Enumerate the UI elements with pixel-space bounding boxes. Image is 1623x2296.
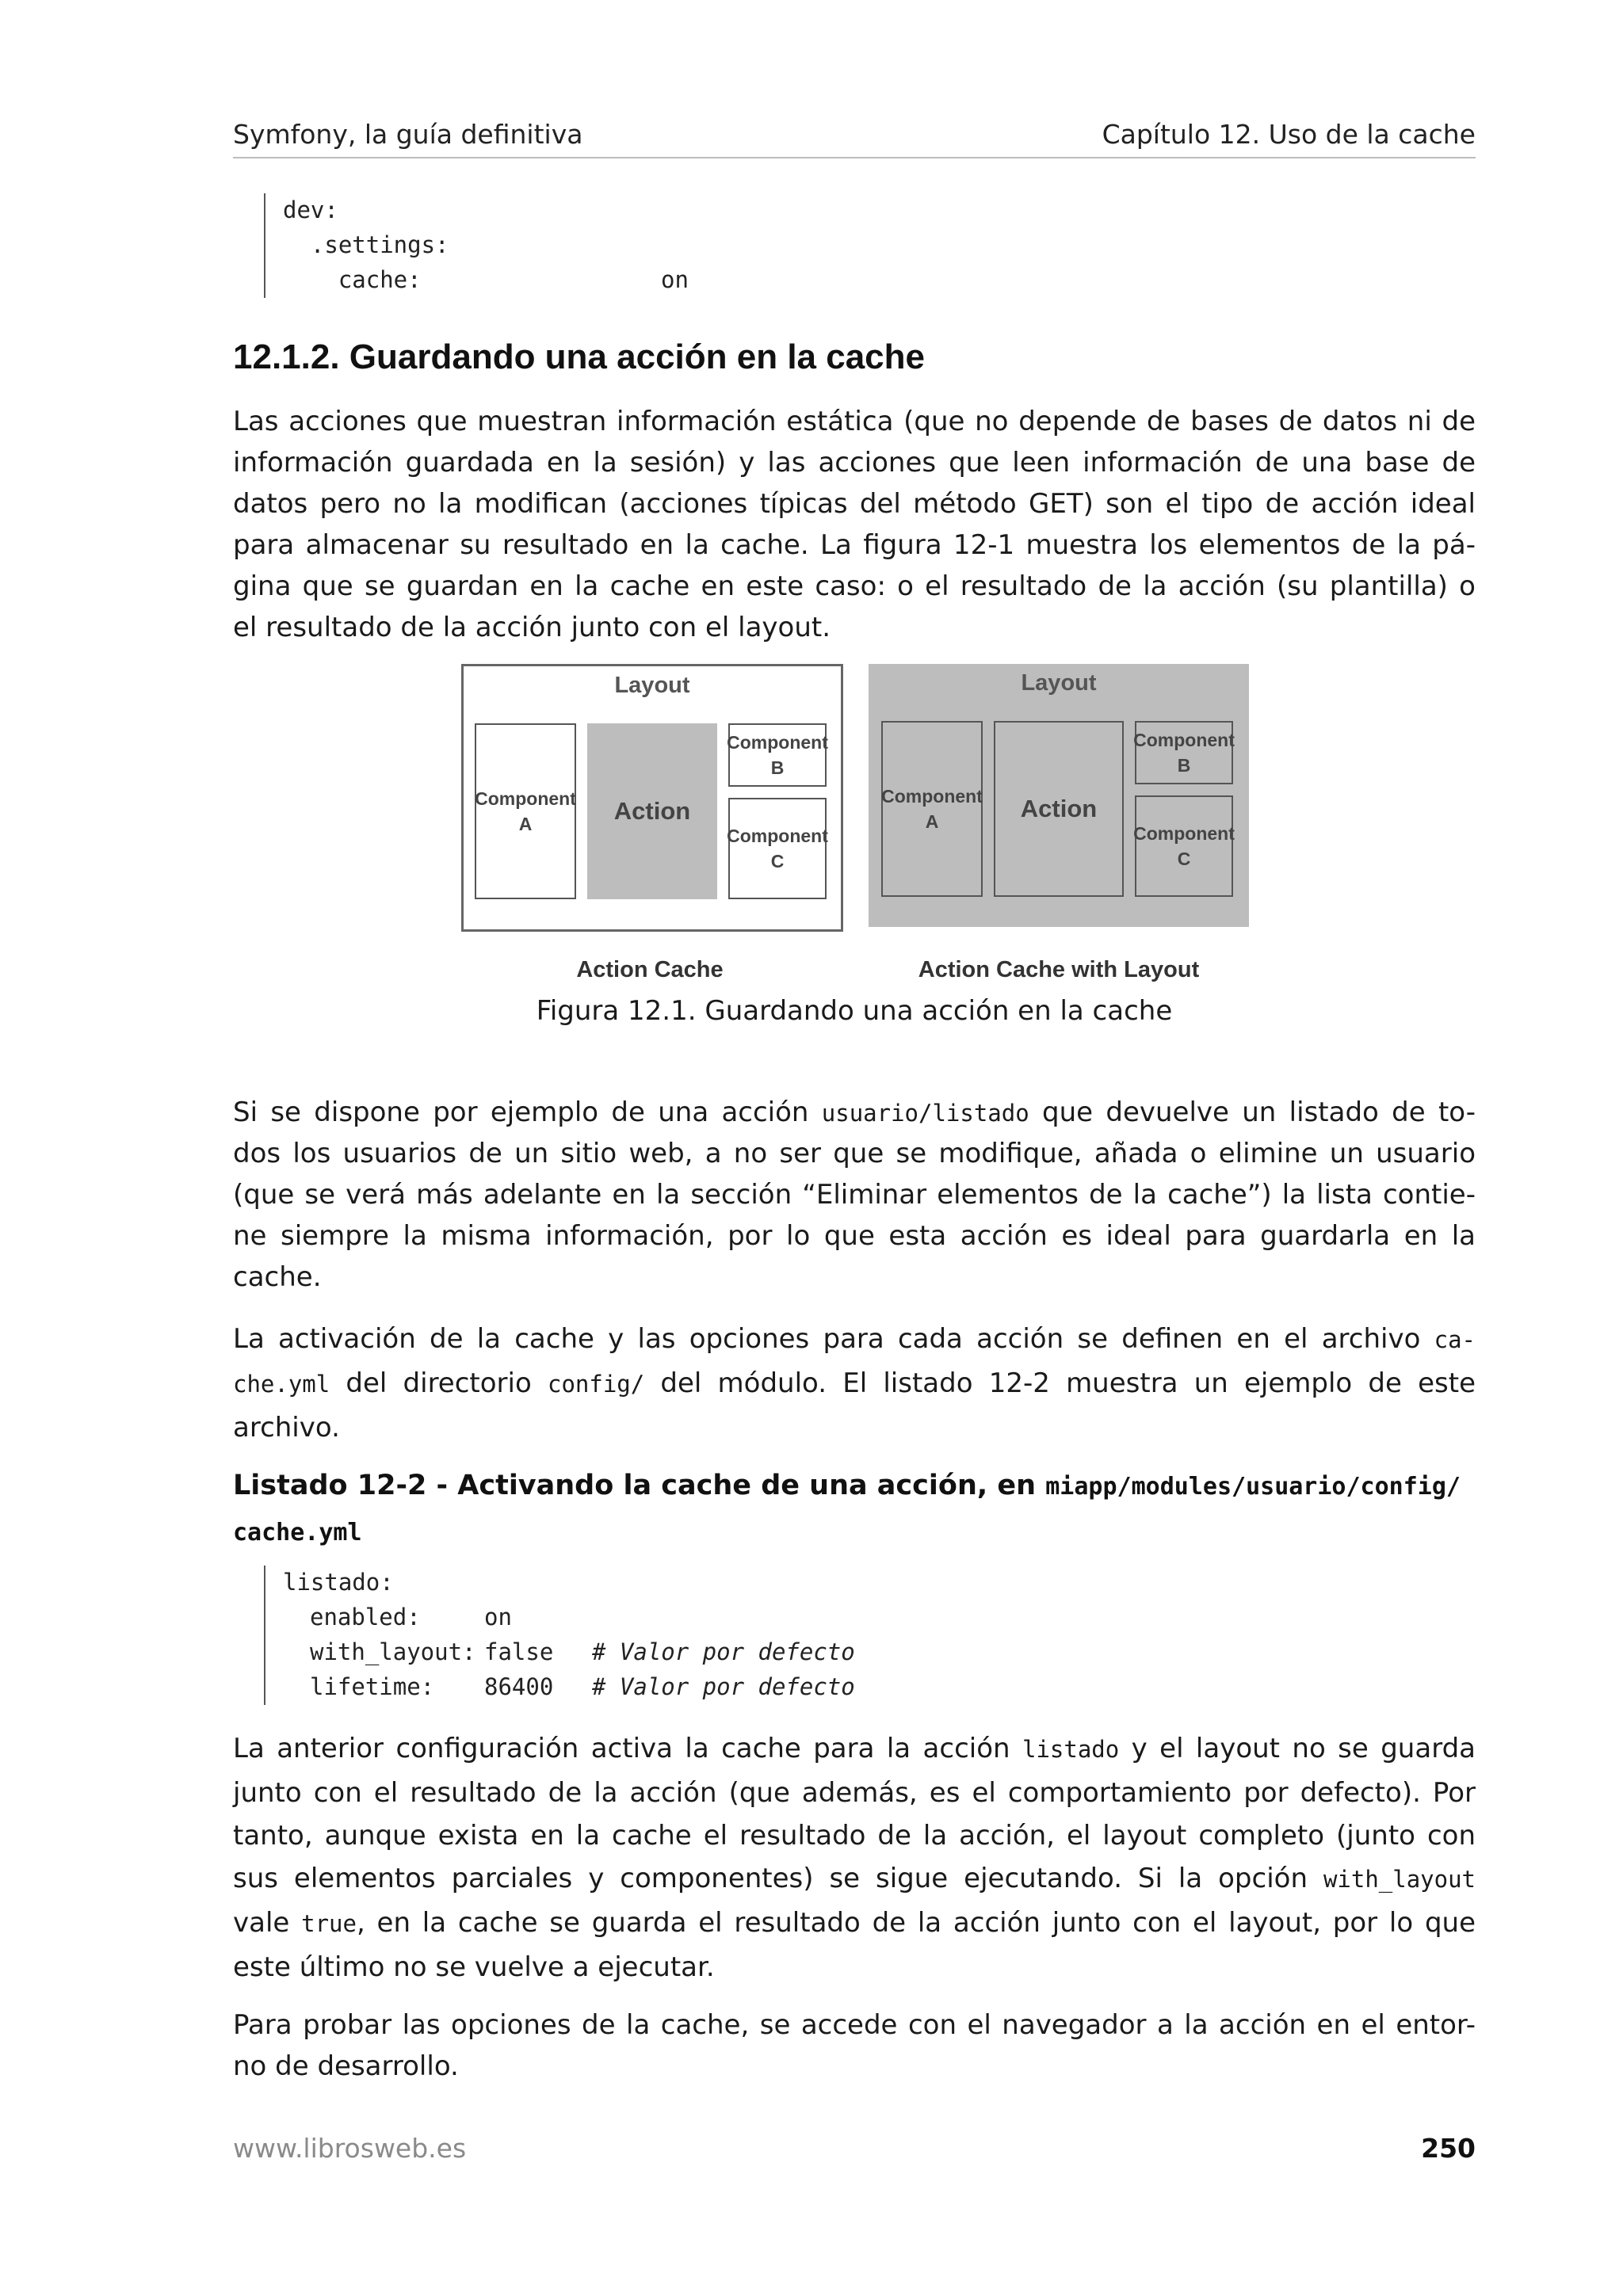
text-line: La anterior configuración activa la cache para la acción listado y el layout no se guarda [233,1733,1476,1764]
component-c-box: Component C [1135,795,1233,897]
inline-code: with_layout [1323,1866,1476,1893]
action-cache-with-layout-diagram [869,664,1249,927]
inline-code: che.yml [233,1371,330,1398]
text-line: Las acciones que muestran información estática (que no depende de bases de datos ni de [233,406,1476,437]
code-line: listado: [283,1569,394,1596]
text-line: ne siempre la misma información, por lo que esta acción es ideal para guardarla en la [233,1220,1476,1252]
component-a-box: Component A [881,721,983,897]
text-line: datos pero no la modifican (acciones típicas del método GET) son el tipo de acción ideal [233,488,1476,520]
section-heading: 12.1.2. Guardando una acción en la cache [233,338,925,376]
text-line: junto con el resultado de la acción (que además, es el comportamiento por defecto). Por [233,1777,1476,1809]
inline-code: true [301,1910,357,1937]
text-line: este último no se vuelve a ejecutar. [233,1951,715,1983]
paragraph-testing [233,2004,1476,2087]
inline-code: config/ [547,1371,645,1398]
text-line: no de desarrollo. [233,2050,459,2082]
code-block-settings [264,193,741,298]
inline-code: cache.yml [233,1519,362,1547]
code-comment: # Valor por defecto [592,1638,855,1665]
code-key: with_layout: [310,1638,476,1665]
chapter-title: Capítulo 12. Uso de la cache [1102,119,1476,150]
text-line: para almacenar su resultado en la cache. La figura 12-1 muestra los elementos de la pá- [233,529,1476,561]
text-line: archivo. [233,1412,340,1444]
text-line: tanto, aunque exista en la cache el resultado de la acción, el layout completo (junto con [233,1820,1476,1852]
inline-code: miapp/modules/usuario/config/ [1045,1473,1461,1501]
action-cache-label: Action Cache [576,957,724,982]
code-key: lifetime: [310,1673,435,1700]
text-line: La activación de la cache y las opciones para cada acción se definen en el archivo ca- [233,1323,1476,1355]
text-line: gina que se guardan en la cache en este caso: o el resultado de la acción (su plantilla) o [233,570,1476,602]
code-block-cache-yml [264,1566,899,1705]
text-line: che.yml del directorio config/ del módulo. El listado 12-2 muestra un ejemplo de este [233,1367,1476,1399]
inline-code: listado [1022,1736,1120,1763]
code-value: on [484,1604,512,1630]
text-line: cache. [233,1261,322,1293]
text-line: (que se verá más adelante en la sección “Eliminar elementos de la cache”) la lista contie- [233,1179,1476,1211]
listing-title: Listado 12-2 - Activando la cache de una acción, en miapp/modules/usuario/config/ cache.yml [233,1463,1476,1556]
action-box: Action [587,723,717,899]
code-value: false [484,1638,554,1665]
code-value: 86400 [484,1673,554,1700]
text-line: vale true, en la cache se guarda el resultado de la acción junto con el layout, por lo que [233,1907,1476,1939]
layout-label: Layout [1021,670,1097,696]
component-a-box: Component A [475,723,576,899]
text-line: el resultado de la acción junto con el layout. [233,612,831,643]
paragraph-explanation [233,1727,1476,1989]
inline-code: usuario/listado [821,1100,1029,1127]
action-cache-with-layout-label: Action Cache with Layout [918,957,1200,982]
code-key: enabled: [310,1604,421,1630]
paragraph-intro [233,401,1476,648]
component-b-box: Component B [728,723,827,787]
figure-caption: Figura 12.1. Guardando una acción en la cache [536,995,1173,1027]
component-c-box: Component C [728,798,827,899]
paragraph-activation [233,1317,1476,1450]
action-box: Action [994,721,1124,897]
book-title: Symfony, la guía definitiva [233,119,583,150]
code-value: on [661,266,689,293]
page-header [233,119,1476,158]
code-comment: # Valor por defecto [592,1673,855,1700]
component-b-box: Component B [1135,721,1233,784]
paragraph-example [233,1092,1476,1298]
footer-site: www.librosweb.es [233,2133,467,2164]
code-line: dev: [283,196,338,223]
code-line: .settings: [283,231,449,258]
page-number: 250 [1421,2133,1476,2164]
text-line: Para probar las opciones de la cache, se accede con el navegador a la acción en el entor- [233,2009,1476,2041]
text-line: sus elementos parciales y componentes) se sigue ejecutando. Si la opción with_layout [233,1863,1476,1894]
action-cache-diagram [461,664,843,932]
text-line: información guardada en la sesión) y las acciones que leen información de una base de [233,447,1476,479]
text-line: Si se dispone por ejemplo de una acción usuario/listado que devuelve un listado de to- [233,1097,1476,1128]
layout-label: Layout [614,673,690,698]
inline-code: ca- [1434,1326,1476,1353]
code-line: cache: [283,266,422,293]
text-line: dos los usuarios de un sitio web, a no ser que se modifique, añada o elimine un usuario [233,1138,1476,1169]
